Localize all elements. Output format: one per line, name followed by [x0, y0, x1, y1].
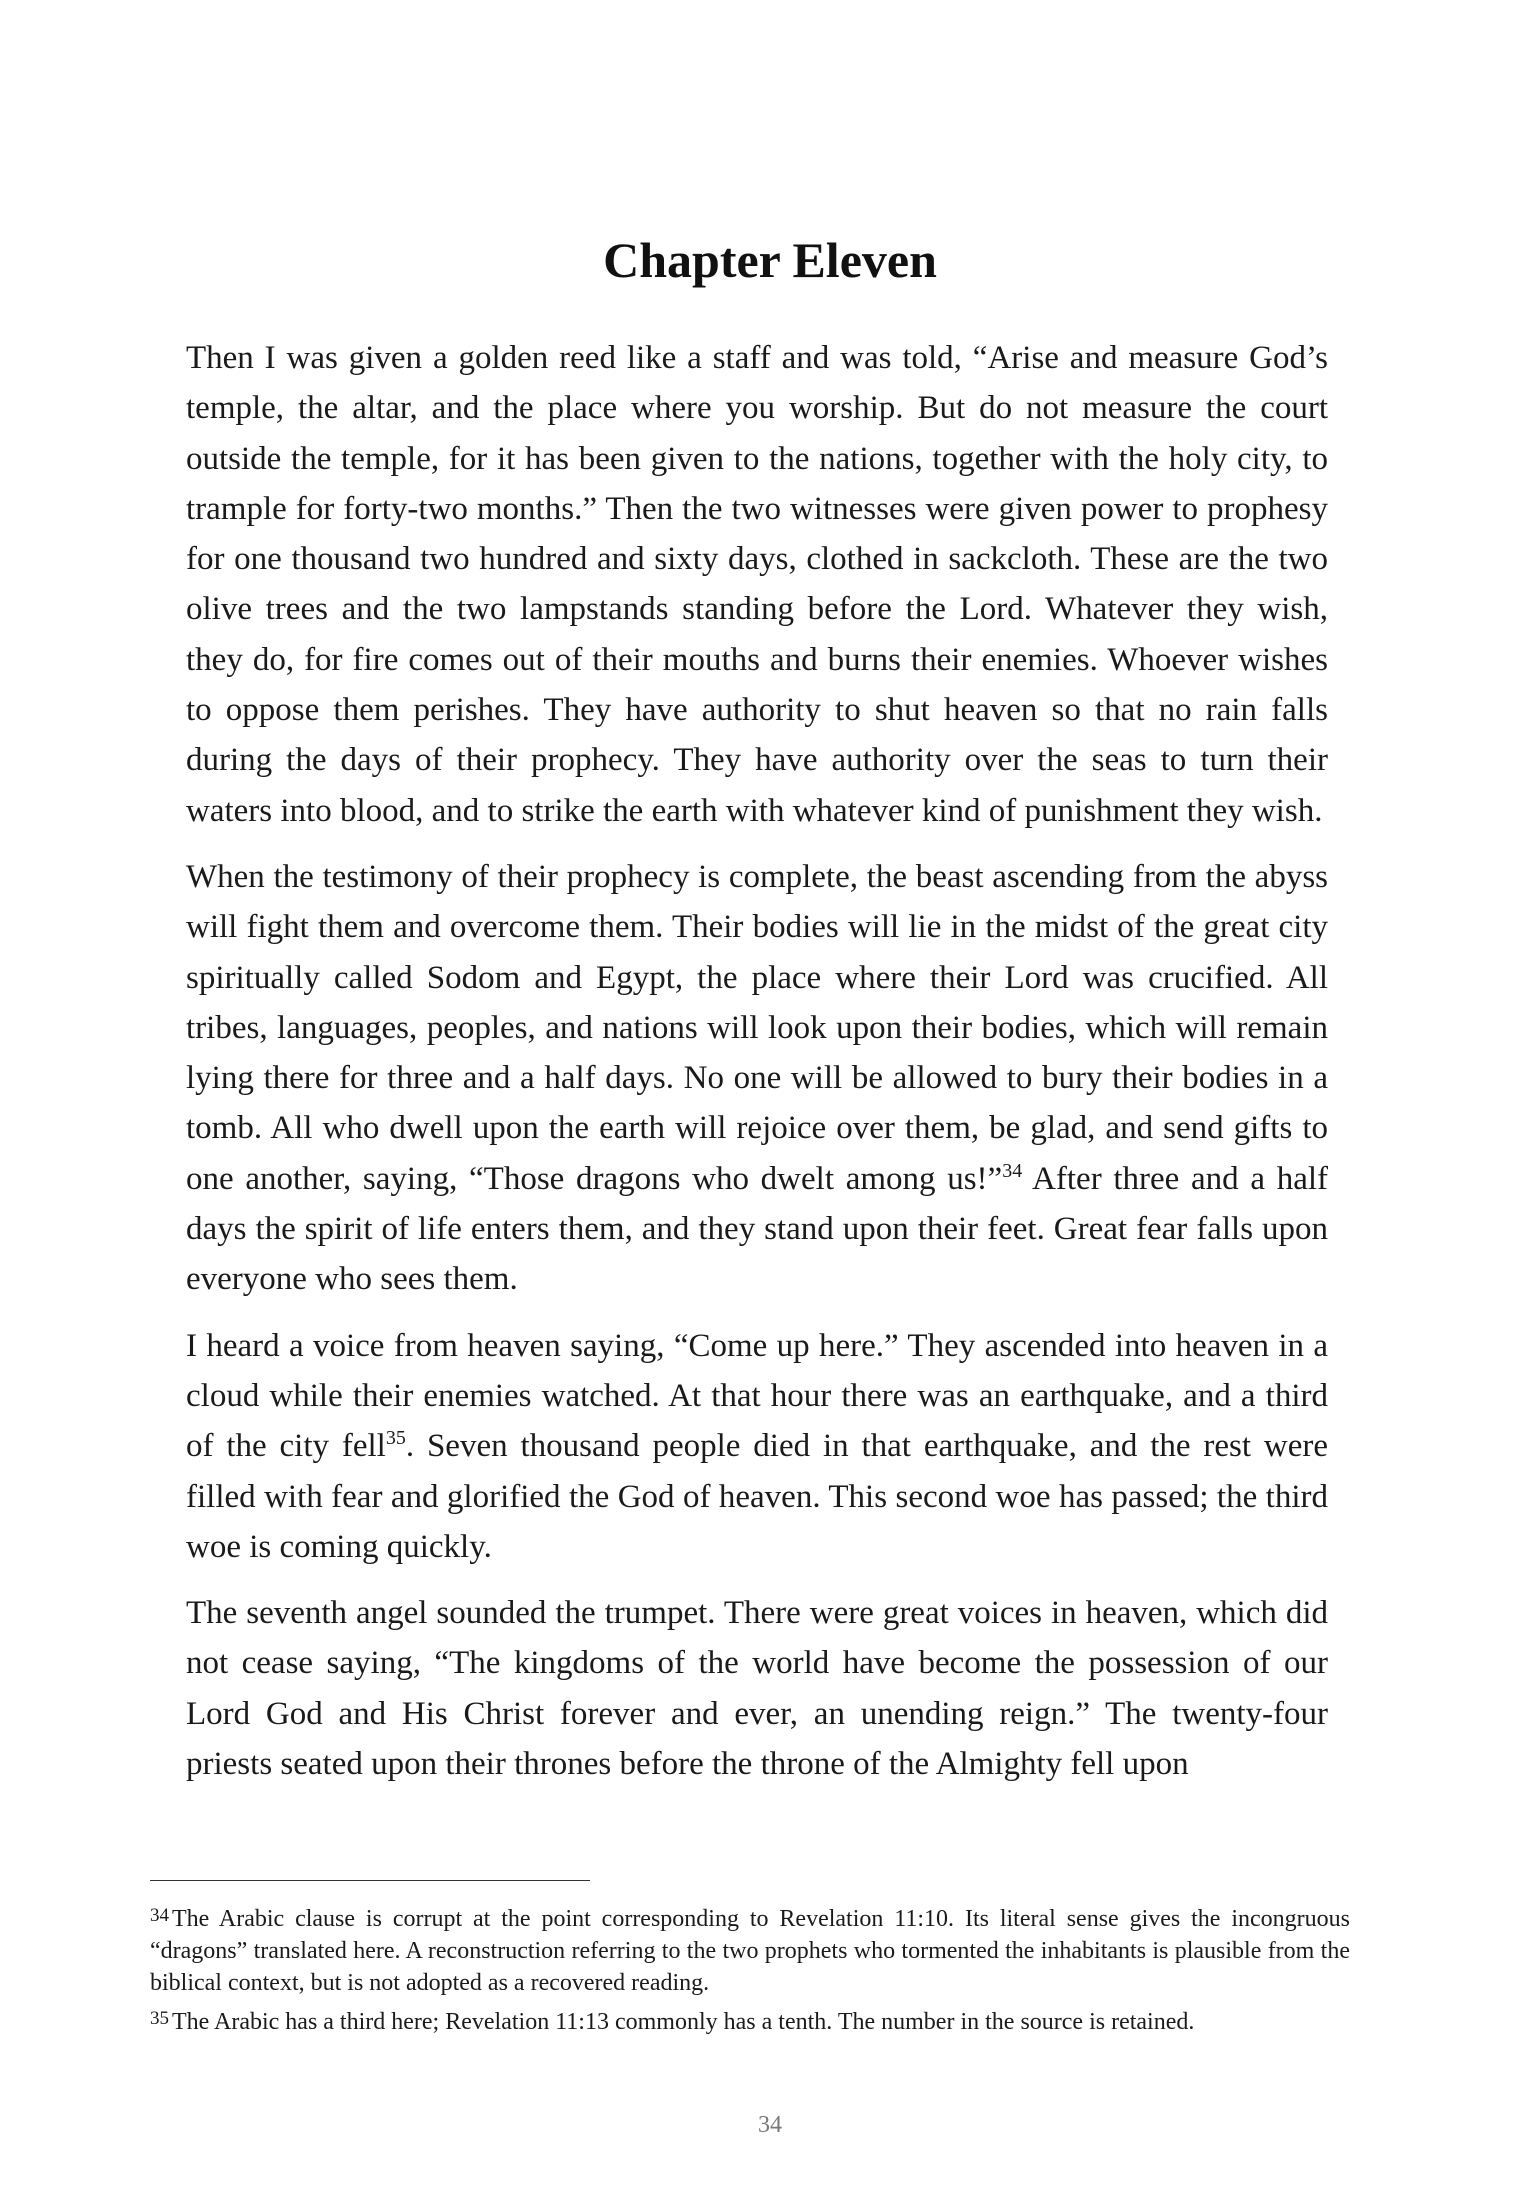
footnote-34: [150, 1903, 1350, 1999]
footnote-text: The Arabic clause is corrupt at the point corresponding to Revelation 11:10. Its literal sense gives the incongruous “dragons” translated here. A reconstruction referring to the two prophets who tormented the inhabitants is plausible from the biblical context, but is not adopted as a recovered reading.: [150, 1906, 1350, 1996]
paragraph-4: [186, 1588, 1328, 1789]
paragraph-text: Then I was given a golden reed like a staff and was told, “Arise and measure God’s temple, the altar, and the place where you worship. But do not measure the court outside the temple, for it has been given to the nations, together with the holy city, to trample for forty-two months.” Then the two witnesses were given power to prophesy for one thousand two hundred and sixty days, clothed in sackcloth. These are the two olive trees and the two lampstands standing before the Lord. Whatever they wish, they do, for fire comes out of their mouths and burns their enemies. Whoever wishes to oppose them perishes. They have authority to shut heaven so that no rain falls during the days of their prophecy. They have authority over the seas to turn their waters into blood, and to strike the earth with whatever kind of punishment they wish.: [186, 340, 1328, 829]
footnote-number: 35: [150, 2008, 169, 2029]
footnote-35: [150, 2006, 1350, 2038]
chapter-title: Chapter Eleven: [603, 232, 937, 288]
footnote-text: The Arabic has a third here; Revelation 11:13 commonly has a tenth. The number in the source is retained.: [172, 2009, 1195, 2035]
page-number: 34: [758, 2112, 782, 2138]
paragraph-text: After three and a half days the spirit of life enters them, and they stand upon their feet. Great fear falls upon everyone who sees them.: [186, 1160, 1328, 1298]
paragraph-text: The seventh angel sounded the trumpet. There were great voices in heaven, which did not cease saying, “The kingdoms of the world have become the possession of our Lord God and His Christ forever and ever, an unending reign.” The twenty-four priests seated upon their thrones before the throne of the Almighty fell upon: [186, 1595, 1328, 1783]
paragraph-text: I heard a voice from heaven saying, “Come up here.” They ascended into heaven in a cloud while their enemies watched. At that hour there was an earthquake, and a third of the city fell: [186, 1327, 1328, 1465]
paragraph-text: When the testimony of their prophecy is complete, the beast ascending from the abyss will fight them and overcome them. Their bodies will lie in the midst of the great city spiritually called Sodom and Egypt, the place where their Lord was crucified. All tribes, languages, peoples, and nations will look upon their bodies, which will remain lying there for three and a half days. No one will be allowed to bury their bodies in a tomb. All who dwell upon the earth will rejoice over them, be glad, and send gifts to one another, saying, “Those dragons who dwelt among us!”: [186, 858, 1328, 1197]
paragraph-2: [186, 852, 1328, 1305]
footnote-ref-34[interactable]: 34: [1002, 1159, 1023, 1182]
footnote-divider: [150, 1880, 590, 1881]
chapter-body: [186, 333, 1328, 1805]
paragraph-3: [186, 1321, 1328, 1572]
footnotes: [150, 1903, 1350, 2045]
footnote-ref-35[interactable]: 35: [385, 1427, 406, 1450]
paragraph-1: [186, 333, 1328, 836]
footnote-number: 34: [150, 1905, 169, 1926]
paragraph-text: . Seven thousand people died in that earthquake, and the rest were filled with fear and glorified the God of heaven. This second woe has passed; the third woe is coming quickly.: [186, 1428, 1328, 1565]
